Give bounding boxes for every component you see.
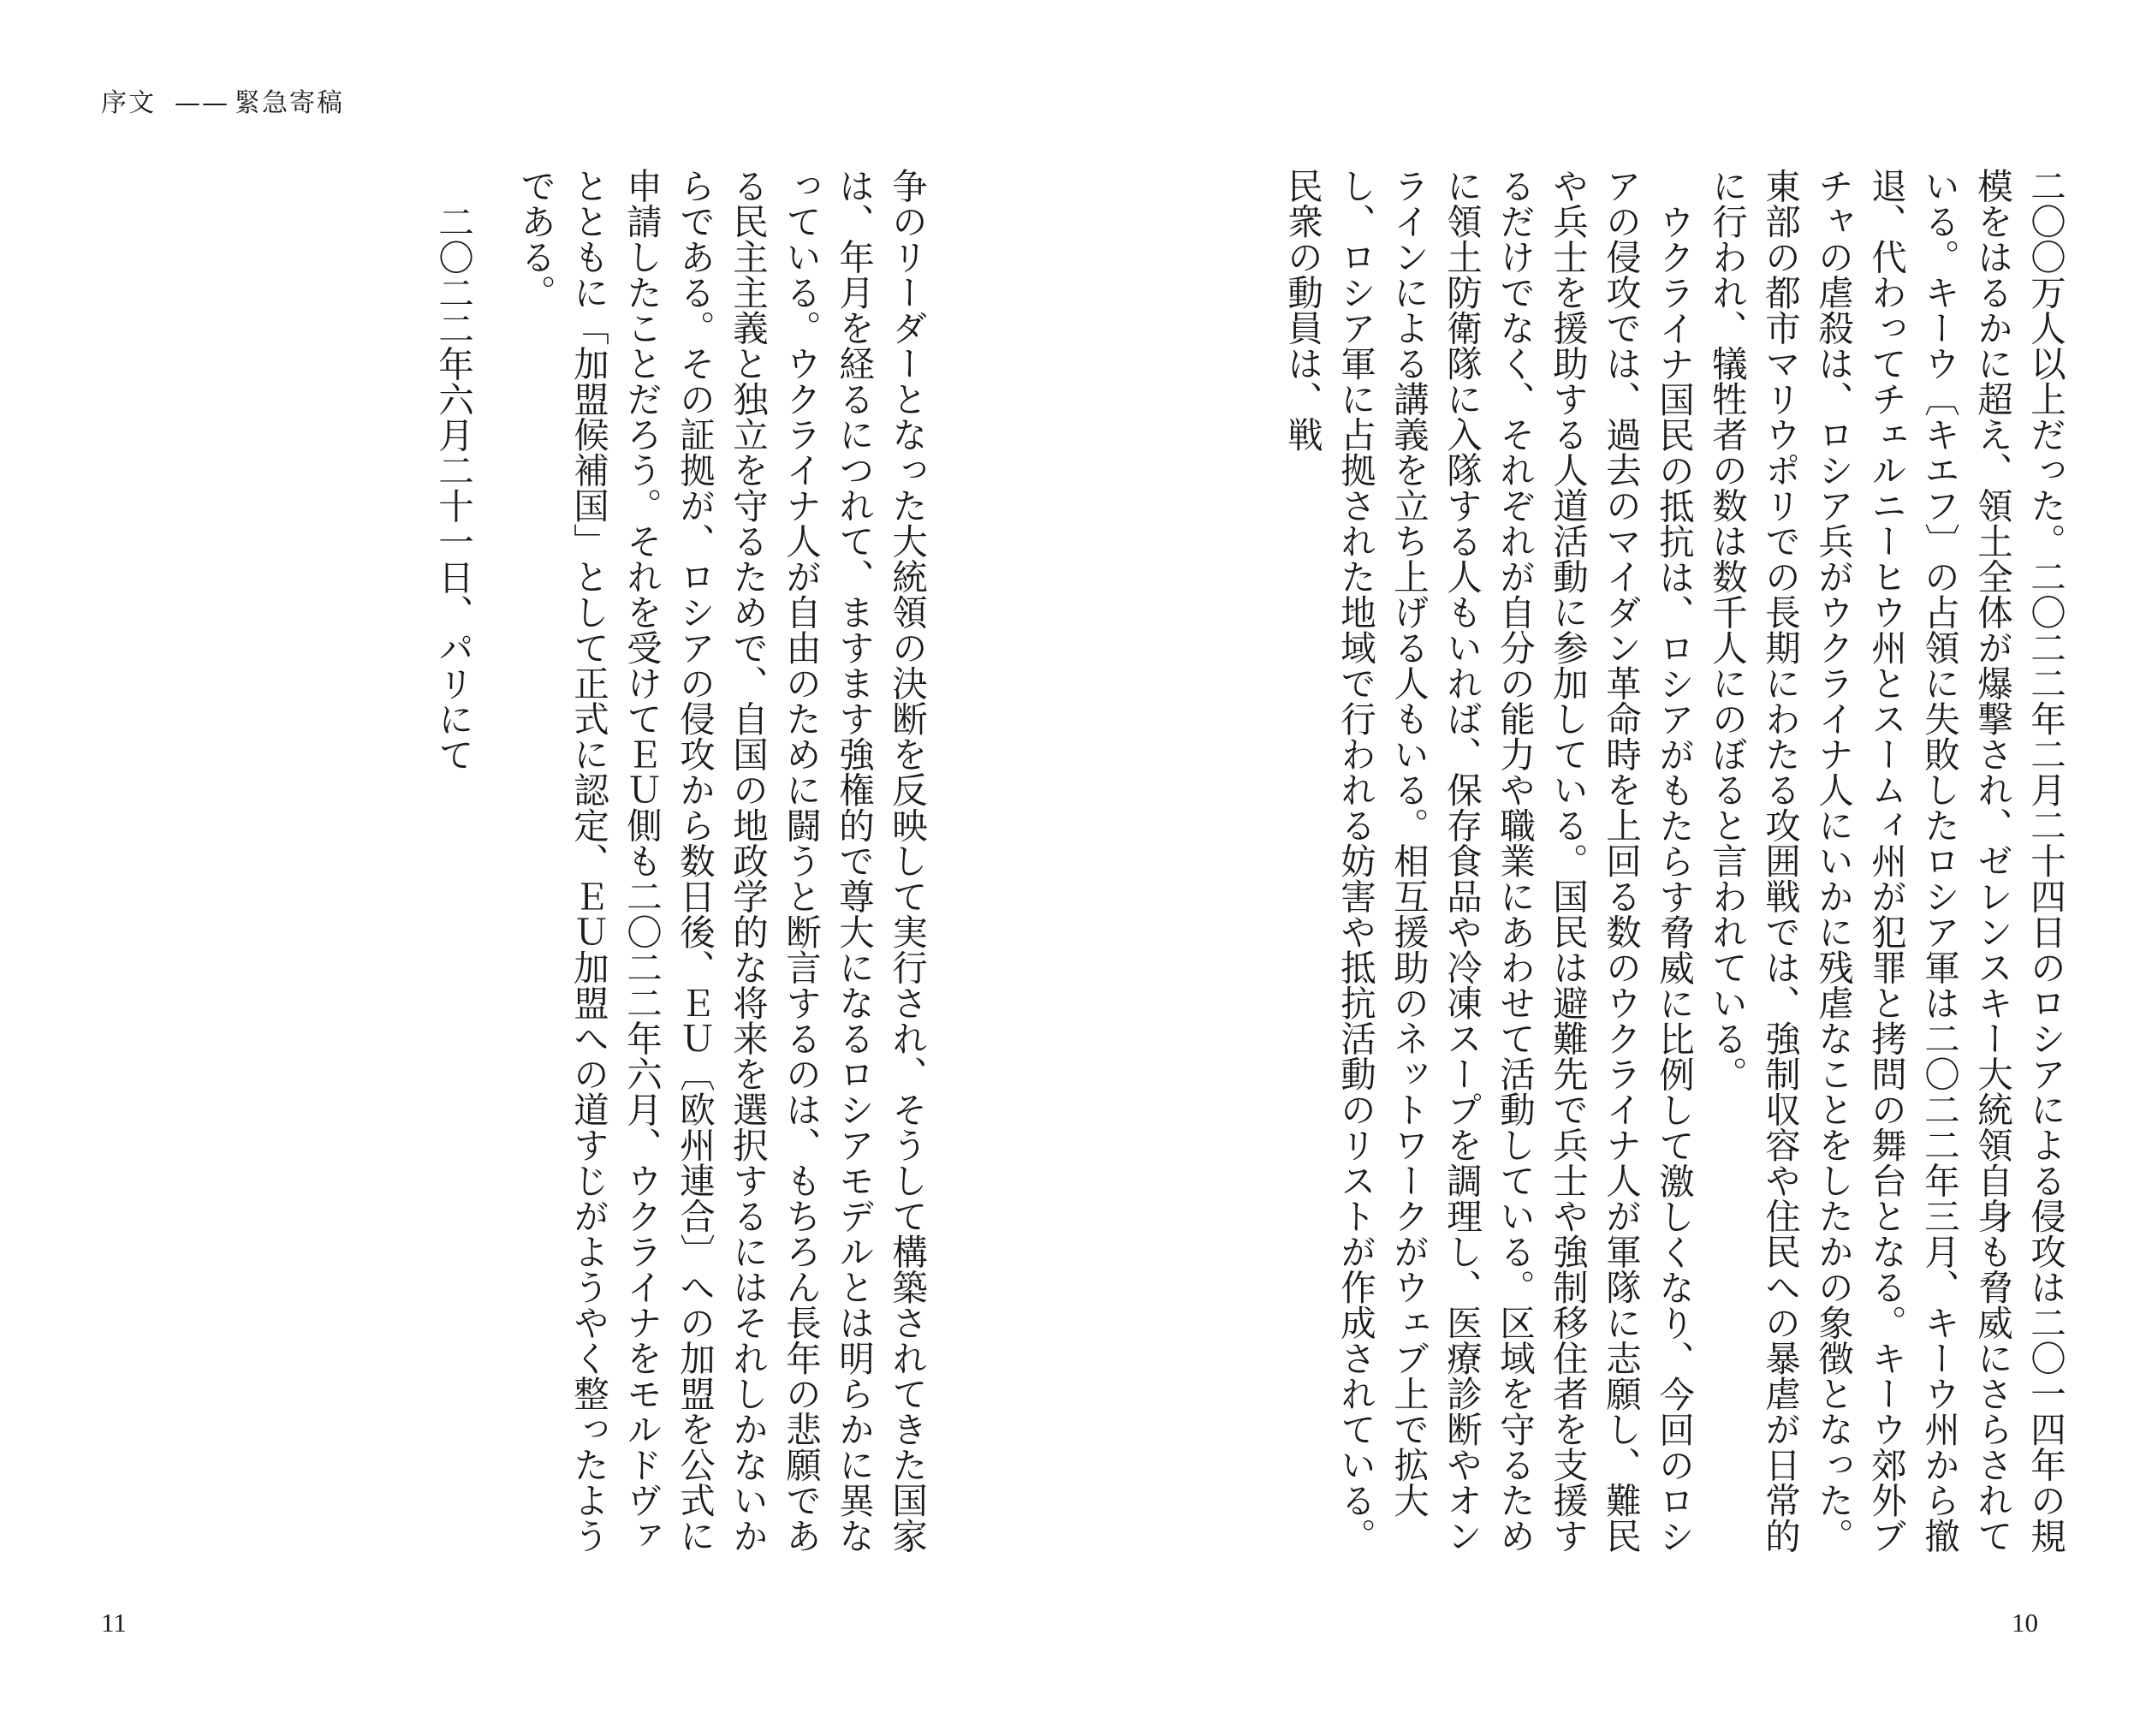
page-10-body xyxy=(1181,168,2072,1572)
running-head xyxy=(101,81,344,119)
paragraph-3: 争のリーダーとなった大統領の決断を反映して実行され、そうして構築されてきた国家は、年月を経るにつれて、ますます強権的で尊大になるロシアモデルとは明らかに異なっている。ウクライナ人が自由のために闘うと断言するのは、もちろん長年の悲願である民主主義と独立を守るためで、自国の地政学的な将来を選択するにはそれしかないからである。その証拠が、ロシアの侵攻から数日後、ＥＵ〔欧州連合〕への加盟を公式に申請したことだろう。それを受けてＥＵ側も二〇二二年六月、ウクライナをモルドヴァとともに「加盟候補国」として正式に認定、ＥＵ加盟への道すじがようやく整ったようである。 xyxy=(514,168,928,1554)
dateline: 二〇二二年六月二十一日、パリにて xyxy=(432,204,474,772)
page-11-body xyxy=(402,168,933,1572)
chapter-label: 序文 xyxy=(101,88,156,118)
paragraph-1: 二〇〇万人以上だった。二〇二二年二月二十四日のロシアによる侵攻は二〇一四年の規模をはるかに超え、領土全体が爆撃され、ゼレンスキー大統領自身も脅威にさらされている。キーウ〔キエフ〕の占領に失敗したロシア軍は二〇二二年三月、キーウ州から撤退、代わってチェルニーヒウ州とスームィ州が犯罪と拷問の舞台となる。キーウ郊外ブチャの虐殺は、ロシア兵がウクライナ人にいかに残虐なことをしたかの象徴となった。東部の都市マリウポリでの長期にわたる攻囲戦では、強制収容や住民への暴虐が日常的に行われ、犠牲者の数は数千人にのぼると言われている。 xyxy=(1706,168,2066,1554)
page-number-right: 10 xyxy=(2012,1608,2038,1638)
page-number-left: 11 xyxy=(101,1608,127,1638)
paragraph-2: ウクライナ国民の抵抗は、ロシアがもたらす脅威に比例して激しくなり、今回のロシアの侵攻では、過去のマイダン革命時を上回る数のウクライナ人が軍隊に志願し、難民や兵士を援助する人道活動に参加している。国民は避難先で兵士や強制移住者を支援するだけでなく、それぞれが自分の能力や職業にあわせて活動している。区域を守るために領土防衛隊に入隊する人もいれば、保存食品や冷凍スープを調理し、医療診断やオンラインによる講義を立ち上げる人もいる。相互援助のネットワークがウェブ上で拡大し、ロシア軍に占拠された地域で行われる妨害や抵抗活動のリストが作成されている。民衆の動員は、戦 xyxy=(1281,168,1695,1554)
header-dash: —— xyxy=(175,88,229,118)
chapter-title: 緊急寄稿 xyxy=(235,88,344,118)
